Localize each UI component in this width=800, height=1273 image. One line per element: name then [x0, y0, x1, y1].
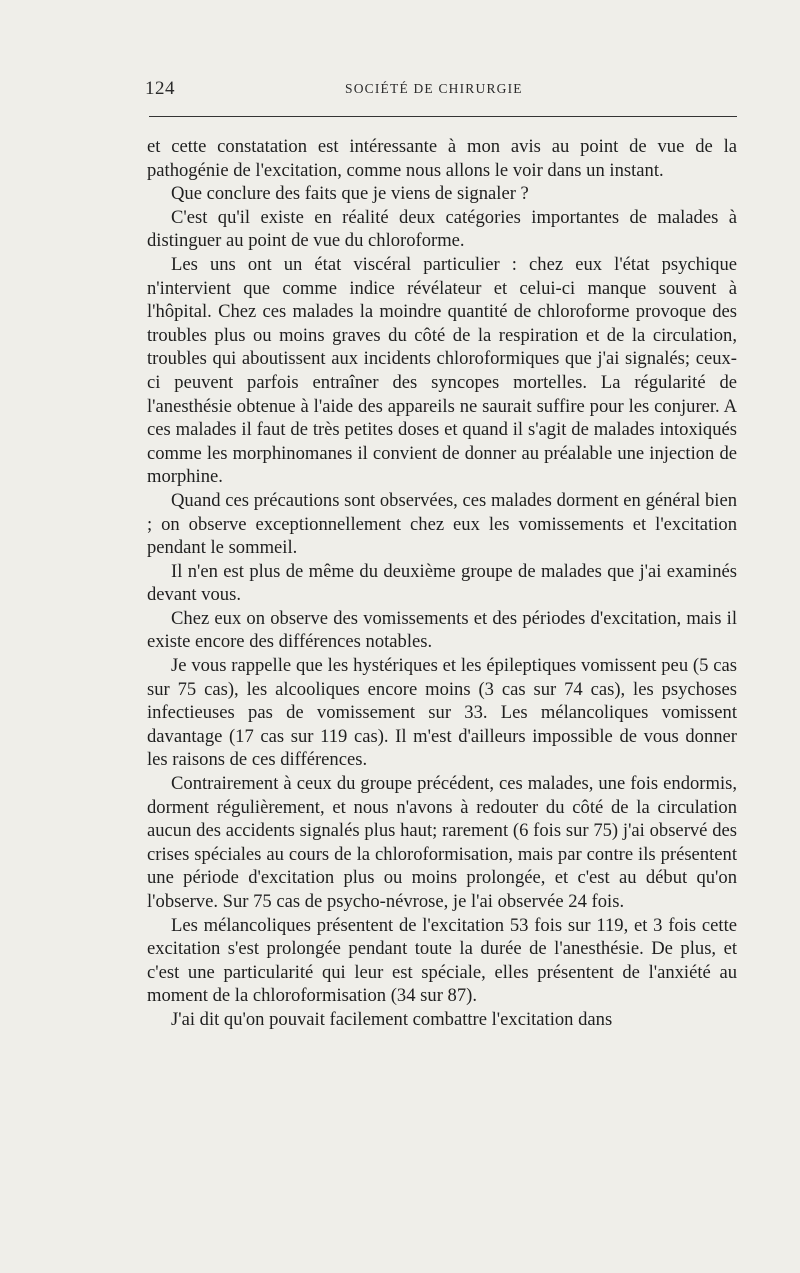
paragraph: Contrairement à ceux du groupe précédent, ces malades, une fois endormis, dorment régulièrement, et nous n'avons à redouter du côté de la circulation aucun des accidents signalés plus haut; rarement (6 fois sur 75) j'ai observé des crises spéciales au cours de la chloroformisation, mais par contre ils présentent une période d'excitation plus ou moins prolongée, et c'est au début qu'on l'observe. Sur 75 cas de psycho-névrose, je l'ai observée 24 fois. [147, 773, 737, 912]
running-head [145, 78, 737, 102]
page-number: 124 [145, 78, 175, 99]
body-text [147, 135, 737, 1032]
paragraph: Je vous rappelle que les hystériques et les épileptiques vomissent peu (5 cas sur 75 cas), les alcooliques encore moins (3 cas sur 74 cas), les psychoses infectieuses pas de vomissement sur 33. Les mélancoliques vomissent davantage (17 cas sur 119 cas). Il m'est d'ailleurs impossible de vous donner les raisons de ces différences. [147, 655, 737, 771]
paragraph: Quand ces précautions sont observées, ces malades dorment en général bien ; on observe exceptionnellement chez eux les vomissements et l'excitation pendant le sommeil. [147, 489, 737, 559]
paragraph-last: J'ai dit qu'on pouvait facilement combattre l'excitation dans [171, 1008, 613, 1030]
paragraph: Que conclure des faits que je viens de signaler ? [171, 183, 529, 205]
paragraph: Chez eux on observe des vomissements et des périodes d'excitation, mais il existe encore des différences notables. [147, 607, 737, 653]
paragraph-continuation: et cette constatation est intéressante à mon avis au point de vue de la pathogénie de l'excitation, comme nous allons le voir dans un instant. [147, 136, 737, 181]
header-rule [149, 116, 737, 117]
paragraph: Les mélancoliques présentent de l'excitation 53 fois sur 119, et 3 fois cette excitation s'est prolongée pendant toute la durée de l'anesthésie. De plus, et c'est une particularité qui leur est spéciale, elles présentent de l'anxiété au moment de la chloroformisation (34 sur 87). [147, 914, 737, 1007]
paragraph: Il n'en est plus de même du deuxième groupe de malades que j'ai examinés devant vous. [147, 560, 737, 606]
journal-title: SOCIÉTÉ DE CHIRURGIE [345, 81, 523, 96]
paragraph: Les uns ont un état viscéral particulier : chez eux l'état psychique n'intervient que comme indice révélateur et celui-ci manque souvent à l'hôpital. Chez ces malades la moindre quantité de chloroforme provoque des troubles plus ou moins graves du côté de la respiration et de la circulation, troubles qui aboutissent aux incidents chloroformiques que j'ai signalés; ceux-ci peuvent parfois entraîner des syncopes mortelles. La régularité de l'anesthésie obtenue à l'aide des appareils ne saurait suffire pour les conjurer. A ces malades il faut de très petites doses et quand il s'agit de malades intoxiqués comme les morphinomanes il convient de donner au préalable une injection de morphine. [147, 253, 737, 488]
paragraph: C'est qu'il existe en réalité deux catégories importantes de malades à distinguer au point de vue du chloroforme. [147, 206, 737, 252]
